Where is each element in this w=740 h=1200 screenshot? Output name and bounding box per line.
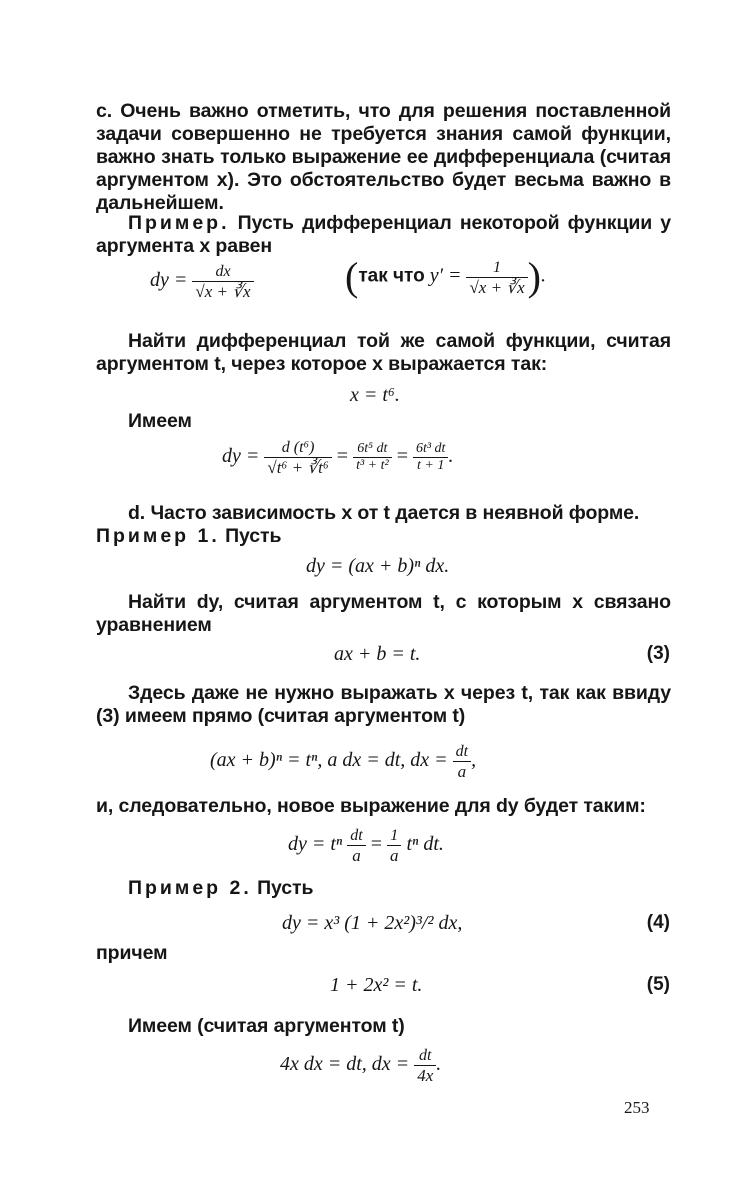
eq6-fraction (453, 742, 471, 781)
eq10-fraction (414, 1046, 436, 1085)
paragraph-find-dy: Найти dy, считая аргументом t, с которым x связано уравнением (96, 591, 671, 636)
eq1-yprime: y′ = (429, 264, 462, 287)
equation-dy-tn: dy = tⁿ $\frac{dt}{a}$ = $\frac{1}{a}$ tⁿ dt. (288, 827, 444, 865)
eq6-num: dt (455, 743, 469, 760)
equation-x-t6: x = t⁶. (350, 384, 400, 406)
eq6-den: a (453, 761, 471, 781)
eq1-den: √x + ∛x (192, 281, 253, 301)
eq1-so-that: так что (358, 265, 425, 287)
example2-label: Пример 2. (128, 877, 252, 899)
paragraph-here: Здесь даже не нужно выражать x через t, так как ввиду (3) имеем прямо (считая аргументом t) (96, 682, 671, 727)
eq1-fraction (192, 262, 253, 301)
equation-4x-dx: 4x dx = dt, dx = $\frac{dt}{4x}$ . (280, 1047, 442, 1085)
page-number: 253 (624, 1098, 650, 1117)
paragraph-example-1 (96, 525, 671, 548)
paragraph-example (96, 212, 671, 258)
eq3-den1: √t⁶ + ∛t⁶ (264, 457, 331, 477)
eq3-num2: 6t⁵ dt (357, 441, 388, 456)
equation-dy-ax-b: dy = (ax + b)ⁿ dx. (306, 555, 450, 577)
eq1-fraction-2 (466, 258, 527, 297)
equation-y-prime: (так что y′ = $\frac{1}{√x + ∛x}$ ). (345, 254, 546, 299)
eq3-fraction-1 (264, 438, 331, 477)
paragraph-moreover: причем (96, 942, 168, 964)
equation-dy-dx (150, 262, 254, 301)
eq10-num: dt (418, 1047, 432, 1064)
eq7-den2: a (387, 845, 402, 865)
equation-number-5: (5) (646, 974, 670, 995)
eq7-num2: 1 (390, 827, 399, 844)
equation-substitution: (ax + b)ⁿ = tⁿ, a dx = dt, dx = $\frac{dt}{a}$ , (210, 743, 477, 781)
equation-dy-t: dy = $\frac{\text{d (t⁶)}}{\text{√t⁶ + ∛t⁶}}$ = $\frac{\text{6t⁵ dt}}{\text{t³ + t²}}$ = $\frac{\text{6t³ dt}}{t + 1}$ . (222, 439, 454, 477)
eq3-fraction-3 (413, 441, 448, 474)
eq3-lhs: dy = (222, 445, 260, 468)
paragraph-consequently: и, следовательно, новое выражение для dy будет таким: (96, 795, 646, 817)
eq7-den1: a (347, 845, 365, 865)
paragraph-d: d. Часто зависимость x от t дается в неявной форме. (128, 502, 640, 524)
paragraph-example-2 (96, 877, 671, 900)
eq1-num2: 1 (493, 258, 502, 276)
eq7-rhs: tⁿ dt. (406, 833, 444, 856)
eq1-den2: √x + ∛x (466, 277, 527, 297)
eq10-den: 4x (414, 1065, 436, 1085)
paragraph-have-1: Имеем (128, 410, 192, 432)
eq1-num: dx (215, 263, 231, 280)
eq3-den2: t³ + t² (353, 457, 392, 474)
eq1-lhs: dy = (150, 269, 188, 292)
equation-number-3: (3) (646, 643, 670, 664)
equation-dy-x3: dy = x³ (1 + 2x²)³/² dx, (282, 912, 463, 934)
example-text: Пусть дифференциал некоторой функции y аргумента x равен (96, 212, 671, 257)
eq7-fraction-2 (387, 826, 402, 865)
equation-ax-b-t: ax + b = t. (334, 643, 421, 665)
example1-label: Пример 1. (96, 525, 220, 547)
example2-text: Пусть (257, 877, 314, 899)
eq7-num1: dt (350, 827, 363, 844)
example-label: Пример. (128, 212, 230, 234)
equation-1-2x2: 1 + 2x² = t. (330, 974, 423, 996)
eq3-num3: 6t³ dt (415, 441, 446, 456)
paragraph-find: Найти дифференциал той же самой функции, считая аргументом t, через которое x выражается так: (96, 330, 671, 375)
paragraph-have-2: Имеем (считая аргументом t) (128, 1015, 405, 1037)
eq7-lhs: dy = tⁿ (288, 833, 343, 856)
eq3-den3: t + 1 (413, 457, 448, 474)
eq10-main: 4x dx = dt, dx = (280, 1053, 410, 1076)
eq3-fraction-2 (353, 441, 392, 474)
eq6-main: (ax + b)ⁿ = tⁿ, a dx = dt, dx = (210, 749, 448, 772)
eq3-num1: d (t⁶) (281, 439, 315, 456)
paragraph-c: c. Очень важно отметить, что для решения поставленной задачи совершенно не требуется знания самой функции, важно знать только выражение ее дифференциала (считая аргументом x). Это обстоятельство будет весьма важно в дальнейшем. (96, 100, 671, 214)
equation-number-4: (4) (646, 912, 670, 933)
eq7-fraction-1 (347, 826, 365, 865)
example1-text: Пусть (225, 525, 282, 547)
